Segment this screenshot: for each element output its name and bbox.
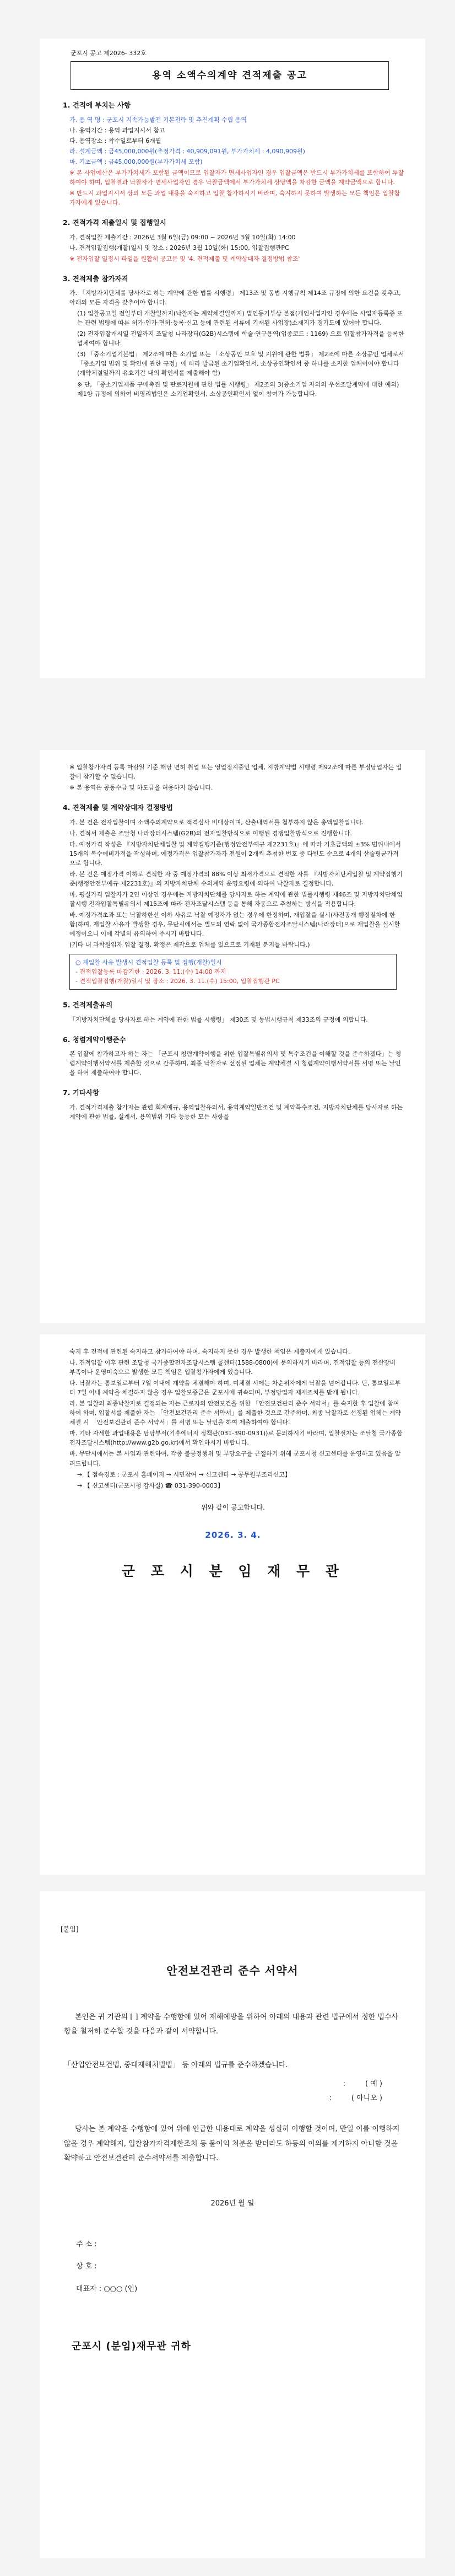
pledge-yes-row: : ( 예 ) xyxy=(343,2079,382,2088)
attachment-label: [붙임] xyxy=(61,1925,79,1933)
task-note: ※ 반드시 과업지시서 상의 모든 과업 내용을 숙지하고 입찰 참가하시기 바라며, 숙지하지 못하여 발생하는 모든 책임은 입찰참가자에게 있습니다. xyxy=(69,190,400,207)
section-7-title: 7. 기타사항 xyxy=(63,1088,100,1097)
report-path: → 【 접속경로 : 군포시 홈페이지 → 시민참여 → 신고센터 → 공무원부조리신고】 xyxy=(77,1471,291,1478)
method-para-2: 나. 견적서 제출은 조달청 나라장터시스템(G2B)의 전자입찰방식으로 이행된 경쟁입찰방식으로 진행합니다. xyxy=(69,829,352,837)
qualification-note-1: ※ 입찰참가자격 등록 마감일 기준 해당 면허 취업 또는 영업정지중인 업체, 지방계약법 시행령 제92조에 따른 부정당업자는 입찰에 참가할 수 없습니다. xyxy=(69,764,402,781)
service-place: 다. 용역장소 : 착수일로부터 6개월 xyxy=(69,137,161,144)
signer-block xyxy=(76,2234,404,2300)
section-1-title: 1. 견적에 부치는 사항 xyxy=(63,101,131,110)
service-name: 가. 용 역 명 : 군포시 지속가능발전 기본전략 및 추진계획 수립 용역 xyxy=(69,116,247,124)
no-option[interactable]: ( 아니오 ) xyxy=(351,2094,382,2102)
signer-representative: 대표자 : ○○○ (인) xyxy=(76,2284,138,2293)
qualification-item-4: ※ 단, 「중소기업제품 구매촉진 및 판로지원에 관한 법률 시행령」 제2조의 3(중소기업 자의의 우선조달계약에 대한 예외) 제1항 규정에 의하여 비영리법인은 소기업확인서, 소상공인확인서 없이 참여가 가능합니다. xyxy=(77,380,399,398)
issuer-name: 군 포 시 분 임 재 무 관 xyxy=(121,1563,345,1579)
section-6-text: 본 입찰에 참가하고자 하는 자는 「군포시 청렴계약이행을 위한 입찰특별유의서 및 특수조건을 이해할 것을 준수하겠다」는 청렴계약이행서약서를 제출한 것으로 간주하며, 최종 낙찰자로 선정된 업체는 계약체결 시 청렴계약이행서약서를 서명 또는 날인을 하여 제출하여야 합니다. xyxy=(69,1050,402,1077)
rebid-schedule-box xyxy=(69,954,397,990)
document-page-4-pledge xyxy=(40,1891,425,2558)
document-page-3 xyxy=(40,1334,425,1875)
submission-period: 가. 견적입찰 제출기간 : 2026년 3월 6일(금) 09:00 ~ 2026년 3월 10일(화) 14:00 xyxy=(69,233,296,241)
method-para-5: 마. 평실가격 입찰자가 2인 이상인 경우에는 지방자치단체를 당사자로 하는 계약에 관한 법률시행령 제46조 및 지방자치단체입찰시행 전자입찰특별유의서 제15조에 따라 전자조달시스템 등을 통해 자동으로 추첨하는 방식을 적용합니다. xyxy=(69,890,403,908)
pledge-no-row: : ( 아니오 ) xyxy=(329,2094,382,2102)
signer-address: 주 소 : xyxy=(76,2240,97,2248)
base-amount: 마. 기초금액 : 금45,000,000원(부가가치세 포함) xyxy=(69,158,203,165)
qualification-intro: 가. 「지방자치단체를 당사자로 하는 계약에 관한 법률 시행령」 제13조 및 동법 시행규칙 제14조 규정에 의한 요건을 갖추고, 아래의 모든 자격을 갖추어야 합니다. xyxy=(69,289,401,307)
method-para-1: 가. 본 건은 전자입찰이며 소액수의계약으로 적격심사 비대상이며, 산출내역서를 첨부하지 않은 총액입찰입니다. xyxy=(69,818,364,826)
other-para-3: 다. 낙찰자는 통보일로부터 7일 이내에 계약을 체결해야 하며, 미체결 시에는 차순위자에게 낙찰을 넘어갑니다. 단, 통보일로부터 7일 이내 계약을 체결하지 않을 경우 입찰보증금은 군포시에 귀속되며, 부정당업자 제재조치를 받게 됩니다. xyxy=(69,1380,401,1397)
notice-date: 2026. 3. 4. xyxy=(205,1530,261,1541)
notice-number: 군포시 공고 제2026- 332호 xyxy=(71,50,147,57)
pledge-title: 안전보건관리 준수 서약서 xyxy=(166,1963,299,1977)
pledge-date: 2026년 월 일 xyxy=(210,2199,254,2208)
other-para-2: 나. 견적입찰 이후 관련 조달청 국가종합전자조달시스템 콜센터(1588-0800)에 문의하시기 바라며, 견적입찰 등의 전산장비 부족이나 운영미숙으로 발생한 모든 책임은 입찰참가자에게 있습니다. xyxy=(69,1359,396,1376)
method-para-4: 라. 본 건은 예정가격 이하로 견적한 자 중 예정가격의 88% 이상 최저가격으로 견적한 자를 『지방자치단체입찰 및 계약집행기준(행정안전부예규 제2231호)』의 지방자치단체 수의계약 운영요령에 의하여 낙찰자로 결정합니다. xyxy=(69,870,403,887)
yes-option[interactable]: ( 예 ) xyxy=(365,2079,382,2088)
section-5-text: 「지방자치단체를 당사자로 하는 계약에 관한 법률 시행령」 제30조 및 동법시행규칙 제33조의 규정에 의합니다. xyxy=(69,1016,368,1023)
pledge-recipient: 군포시 (분임)재무관 귀하 xyxy=(72,2340,191,2352)
qualification-item-3: (3) 「중소기업기본법」 제2조에 따른 소기업 또는 「소상공인 보호 및 지원에 관한 법률」 제2조에 따른 소상공인 업체로서 「중소기업 범위 및 확인에 관한 규정」에 따라 발급된 소기업확인서, 소상공인확인서 중 하나를 소지한 업체이어야 합니다(계약체결일까지 유효기간 내의 확인서를 제출해야 함) xyxy=(77,351,404,377)
qualification-item-2: (2) 전자입찰개시일 전일까지 조달청 나라장터(G2B)시스템에 학술·연구용역(업종코드 : 1169) 으로 입찰참가자격을 등록한 업체여야 합니다. xyxy=(77,330,404,347)
service-period: 나. 용역기간 : 용역 과업지시서 참고 xyxy=(69,126,165,134)
other-para-4: 라. 본 입찰의 최종낙찰자로 결정되는 자는 근로자의 안전보건을 위한 「안전보건관리 준수 서약서」를 숙지한 후 입찰에 참여하여 하며, 입찰서를 제출한 자는 「안전보건관리 준수 서약서」를 제출한 것으로 간주하며, 최종 낙찰자로 선정된 업체는 계약체결 시 「안전보건관리 준수 서약서」를 서명 또는 날인을 하여 제출하여야 합니다. xyxy=(69,1400,402,1426)
section-6-title: 6. 청렴계약이행준수 xyxy=(63,1035,126,1044)
method-para-3: 다. 예정가격 작성은 『지방자치단체입찰 및 계약집행기준(행정안전부예규 제2231호)』에 따라 기초금액의 ±3% 범위내에서 15개의 복수예비가격을 작성하며, 예정가격은 입찰참가자가 전원이 2개씩 추첨한 번호 중 다빈도 순으로 4개의 산술평균가격으로 합니다. xyxy=(69,840,401,867)
other-para-1-cont: 숙지 후 견적에 관련된 숙지하고 참가하여야 하며, 숙지하지 못한 경우 발생한 책임은 제출자에게 있습니다. xyxy=(69,1348,350,1355)
other-para-6: 바. 무단시에서는 본 사업과 관련하여, 각종 불공정행위 및 부당요구를 근절하기 위해 군포시청 신고센터를 운영하고 있음을 알려드립니다. xyxy=(69,1450,401,1467)
section-2-title: 2. 견적가격 제출일시 및 집행일시 xyxy=(63,218,166,227)
rebid-title: ○ 재입찰 사유 발생시 견적입찰 등록 및 집행(개찰)일시 xyxy=(75,959,222,967)
section-5-title: 5. 견적제출유의 xyxy=(63,1001,113,1010)
pledge-closing: 당사는 본 계약을 수행함에 있어 위에 언급한 내용대로 계약을 성실히 이행할 것이며, 만일 이를 이행하지 않을 경우 계약해지, 입찰참가자격제한조치 등 불이익 처분을 받더라도 하등의 이의를 제기하지 아니할 것을 확약하고 안전보건관리 준수서약서를 제출합니다. xyxy=(64,2124,400,2163)
pledge-body: 본인은 귀 기관의 [ ] 계약을 수행함에 있어 재해예방을 위하여 아래의 내용과 관련 법규에서 정한 법수사항을 철저히 준수할 것을 다음과 같이 서약합니다. xyxy=(64,2012,399,2036)
notice-title: 용역 소액수의계약 견적제출 공고 xyxy=(71,61,389,90)
schedule-note: ※ 전자입찰 일정시 파일을 원활히 공고문 및 '4. 견적제출 및 계약상대자 결정방법 참조' xyxy=(69,255,300,262)
opening-datetime: 나. 견적입찰집행(개찰)일시 및 장소 : 2026년 3월 10일(화) 15:00, 입찰집행관PC xyxy=(69,244,289,251)
section-3-title: 3. 견적제출 참가자격 xyxy=(63,274,128,283)
qualification-item-1: (1) 입찰공고일 전일부터 개찰일까지(낙찰자는 계약체결일까지) 법인등기부상 본점(개인사업자인 경우에는 사업자등록증 또는 관련 법령에 따른 허가·인가·면허·등록·신고 등에 관련된 서류에 기재된 사업장)소재지가 경기도에 있어야 합니다. xyxy=(77,310,403,327)
document-page-1 xyxy=(40,39,425,678)
report-phone: → 【 신고센터(군포시청 감사실) ☎ 031-390-0003】 xyxy=(77,1482,224,1489)
method-para-6: 바. 예정가격초과 또는 낙찰하한선 이하 사유로 낙찰 예정자가 없는 경우에 한정하며, 재입찰을 실시(사전공개 행정절차에 한함)하며, 재입찰 사유가 발생할 경우, 무단시에서는 별도의 연락 없이 국가종합전자조달시스템(나라장터)으로 재입찰을 실시할 예정이오니 이에 각별히 유의하여 주시기 바랍니다. xyxy=(69,911,400,938)
other-para-1: 가. 견적가격제출 참가자는 관련 회계예규, 용역입찰유의서, 용역계약일반조건 및 계약특수조건, 지방자치단체를 당사자로 하는 계약에 관한 법률, 설계서, 용역범위 기타 등등한 모든 사항을 xyxy=(69,1103,403,1120)
closing-text: 위와 같이 공고합니다. xyxy=(201,1503,265,1511)
document-page-2 xyxy=(40,750,425,1323)
rebid-deadline: - 견적입찰등록 마감기한 : 2026. 3. 11.(수) 14:00 까지 xyxy=(75,968,226,976)
pledge-law-statement: 「산업안전보건법, 중대재해처벌법」 등 아래의 법규를 준수하겠습니다. xyxy=(64,2060,288,2069)
section-4-title: 4. 견적제출 및 계약상대자 결정방법 xyxy=(63,803,173,812)
rebid-opening: - 견적입찰집행(개찰)일시 및 장소 : 2026. 3. 11.(수) 15:00, 입찰집행관 PC xyxy=(75,978,280,985)
vat-note: ※ 본 사업예산은 부가가치세가 포함된 금액이므로 입찰자가 면세사업자인 경우 입찰금액은 반드시 부가가치세를 포함하여 투찰하여야 하며, 입찰결과 낙찰자가 면세사업자인 경우 낙찰금액에서 부가가치세 상당액을 차감한 금액을 계약금액으로 합니다. xyxy=(69,169,404,186)
method-note: (기타 내 과학원입자 입찰 결정, 확정은 제작으로 업체를 있으므로 기재된 분지들 바람니다.) xyxy=(69,941,310,949)
signer-company: 상 호 : xyxy=(76,2262,97,2271)
design-amount: 라. 설계금액 : 금45,000,000원(추정가격 : 40,909,091원, 부가가치세 : 4,090,909원) xyxy=(69,147,305,155)
qualification-note-2: ※ 본 용역은 공동수급 및 하도급을 허용하지 않습니다. xyxy=(69,784,213,792)
other-para-5: 마. 기타 자세한 과업내용은 담당부서(기후에너지 정책관(031-390-0931))로 문의하시기 바라며, 입찰절차는 조달청 국가종합전자조달시스템(http://www.g2b.go.kr)에서 확인하시기 바랍니다. xyxy=(69,1430,403,1447)
